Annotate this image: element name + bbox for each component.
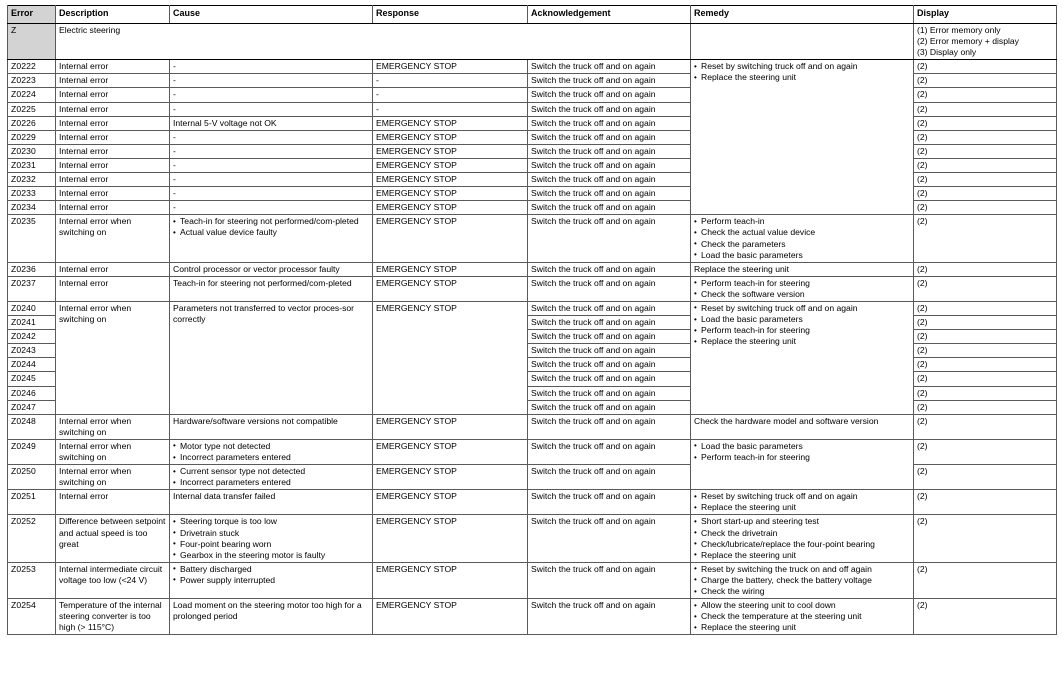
cell-cause xyxy=(170,439,373,464)
cell-display: (2) xyxy=(914,215,1057,262)
cell-description: Internal error xyxy=(56,116,170,130)
cell-error: Z0232 xyxy=(8,173,56,187)
cell-display: (2) xyxy=(914,60,1057,74)
cell-display: (2) xyxy=(914,144,1057,158)
table-row xyxy=(8,515,1057,562)
cell-remedy xyxy=(691,276,914,301)
cell-response: EMERGENCY STOP xyxy=(373,215,528,262)
cell-description: Temperature of the internal steering converter is too high (> 115°C) xyxy=(56,599,170,635)
cell-description: Internal error xyxy=(56,130,170,144)
table-row xyxy=(8,301,1057,315)
cell-display: (2) xyxy=(914,102,1057,116)
cell-display: (2) xyxy=(914,344,1057,358)
remedy-item: • Perform teach-in xyxy=(694,216,910,227)
cause-list xyxy=(173,516,369,560)
error-code-table xyxy=(7,5,1057,635)
cell-remedy: Replace the steering unit xyxy=(691,262,914,276)
table-row xyxy=(8,60,1057,74)
cell-description: Internal error xyxy=(56,102,170,116)
remedy-item: • Replace the steering unit xyxy=(694,622,910,633)
cell-cause: Control processor or vector processor faulty xyxy=(170,262,373,276)
remedy-list xyxy=(694,600,910,633)
cell-error: Z0229 xyxy=(8,130,56,144)
cell-display: (2) xyxy=(914,276,1057,301)
cause-item: • Incorrect parameters entered xyxy=(173,477,369,488)
cell-response: - xyxy=(373,88,528,102)
cell-acknowledgement: Switch the truck off and on again xyxy=(528,74,691,88)
remedy-list xyxy=(694,61,910,83)
cell-acknowledgement: Switch the truck off and on again xyxy=(528,562,691,598)
cell-display: (2) xyxy=(914,599,1057,635)
cell-acknowledgement: Switch the truck off and on again xyxy=(528,490,691,515)
cause-item: • Teach-in for steering not performed/com-pleted xyxy=(173,216,369,227)
cell-description: Internal intermediate circuit voltage too low (<24 V) xyxy=(56,562,170,598)
cell-error: Z0251 xyxy=(8,490,56,515)
cell-error: Z0253 xyxy=(8,562,56,598)
remedy-item: • Charge the battery, check the battery voltage xyxy=(694,575,910,586)
remedy-item: • Replace the steering unit xyxy=(694,502,910,513)
cell-cause: - xyxy=(170,158,373,172)
cell-display: (2) xyxy=(914,439,1057,464)
cell-display: (2) xyxy=(914,158,1057,172)
cell-description: Internal error xyxy=(56,144,170,158)
cell-remedy xyxy=(691,599,914,635)
cell-acknowledgement: Switch the truck off and on again xyxy=(528,88,691,102)
cell-error: Z0244 xyxy=(8,358,56,372)
cell-display: (2) xyxy=(914,330,1057,344)
table-row xyxy=(8,599,1057,635)
cell-error: Z0233 xyxy=(8,187,56,201)
cell-response: - xyxy=(373,74,528,88)
cell-description: Internal error xyxy=(56,276,170,301)
group-remedy-empty xyxy=(691,24,914,60)
cell-acknowledgement: Switch the truck off and on again xyxy=(528,215,691,262)
cell-cause: - xyxy=(170,201,373,215)
cell-response: EMERGENCY STOP xyxy=(373,276,528,301)
cell-cause: - xyxy=(170,130,373,144)
cell-response: EMERGENCY STOP xyxy=(373,515,528,562)
cell-acknowledgement: Switch the truck off and on again xyxy=(528,173,691,187)
cell-cause: Parameters not transferred to vector proces-sor correctly xyxy=(170,301,373,414)
cell-acknowledgement: Switch the truck off and on again xyxy=(528,372,691,386)
cell-acknowledgement: Switch the truck off and on again xyxy=(528,130,691,144)
remedy-item: • Replace the steering unit xyxy=(694,336,910,347)
group-title: Electric steering xyxy=(56,24,691,60)
cell-description: Internal error xyxy=(56,187,170,201)
cell-acknowledgement: Switch the truck off and on again xyxy=(528,116,691,130)
cell-response: EMERGENCY STOP xyxy=(373,201,528,215)
cause-item: • Steering torque is too low xyxy=(173,516,369,527)
column-header-description: Description xyxy=(56,6,170,24)
cause-item: • Battery discharged xyxy=(173,564,369,575)
cell-acknowledgement: Switch the truck off and on again xyxy=(528,102,691,116)
cause-item: • Power supply interrupted xyxy=(173,575,369,586)
cell-display: (2) xyxy=(914,465,1057,490)
cell-description: Internal error xyxy=(56,158,170,172)
cell-response: EMERGENCY STOP xyxy=(373,599,528,635)
cell-error: Z0226 xyxy=(8,116,56,130)
cell-display: (2) xyxy=(914,262,1057,276)
cell-cause: - xyxy=(170,144,373,158)
cell-description: Difference between setpoint and actual speed is too great xyxy=(56,515,170,562)
cell-acknowledgement: Switch the truck off and on again xyxy=(528,316,691,330)
cell-acknowledgement: Switch the truck off and on again xyxy=(528,344,691,358)
remedy-list xyxy=(694,303,910,347)
remedy-item: • Replace the steering unit xyxy=(694,550,910,561)
cell-description: Internal error xyxy=(56,173,170,187)
cell-error: Z0243 xyxy=(8,344,56,358)
cause-item: • Motor type not detected xyxy=(173,441,369,452)
cell-response: EMERGENCY STOP xyxy=(373,262,528,276)
cause-item: • Current sensor type not detected xyxy=(173,466,369,477)
cell-error: Z0248 xyxy=(8,414,56,439)
cell-error: Z0249 xyxy=(8,439,56,464)
display-legend xyxy=(914,24,1057,60)
remedy-item: • Replace the steering unit xyxy=(694,72,910,83)
cell-remedy xyxy=(691,562,914,598)
cell-description: Internal error when switching on xyxy=(56,301,170,414)
cause-item: • Four-point bearing worn xyxy=(173,539,369,550)
cell-display: (2) xyxy=(914,201,1057,215)
cell-response: EMERGENCY STOP xyxy=(373,116,528,130)
cell-description: Internal error xyxy=(56,490,170,515)
group-row xyxy=(8,24,1057,60)
cell-display: (2) xyxy=(914,130,1057,144)
remedy-item: • Perform teach-in for steering xyxy=(694,278,910,289)
cell-error: Z0246 xyxy=(8,386,56,400)
cell-cause: Teach-in for steering not performed/com-pleted xyxy=(170,276,373,301)
cell-response: EMERGENCY STOP xyxy=(373,490,528,515)
cell-display: (2) xyxy=(914,187,1057,201)
cell-acknowledgement: Switch the truck off and on again xyxy=(528,515,691,562)
cell-response: EMERGENCY STOP xyxy=(373,465,528,490)
cell-display: (2) xyxy=(914,88,1057,102)
cell-response: - xyxy=(373,102,528,116)
remedy-list xyxy=(694,216,910,260)
cell-error: Z0240 xyxy=(8,301,56,315)
cell-response: EMERGENCY STOP xyxy=(373,414,528,439)
cell-cause: - xyxy=(170,74,373,88)
cell-remedy xyxy=(691,515,914,562)
cell-remedy xyxy=(691,490,914,515)
cause-item: • Actual value device faulty xyxy=(173,227,369,238)
cell-acknowledgement: Switch the truck off and on again xyxy=(528,439,691,464)
cell-description: Internal error xyxy=(56,60,170,74)
cell-display: (2) xyxy=(914,400,1057,414)
cell-cause: - xyxy=(170,88,373,102)
cell-error: Z0245 xyxy=(8,372,56,386)
table-row xyxy=(8,414,1057,439)
cell-display: (2) xyxy=(914,173,1057,187)
remedy-list xyxy=(694,516,910,560)
cell-response: EMERGENCY STOP xyxy=(373,158,528,172)
remedy-item: • Reset by switching truck off and on again xyxy=(694,303,910,314)
cell-cause: - xyxy=(170,173,373,187)
cell-error: Z0225 xyxy=(8,102,56,116)
cell-acknowledgement: Switch the truck off and on again xyxy=(528,144,691,158)
cell-remedy: Check the hardware model and software version xyxy=(691,414,914,439)
cell-acknowledgement: Switch the truck off and on again xyxy=(528,599,691,635)
cell-error: Z0235 xyxy=(8,215,56,262)
remedy-item: • Reset by switching truck off and on again xyxy=(694,491,910,502)
cause-list xyxy=(173,216,369,238)
column-header-remedy: Remedy xyxy=(691,6,914,24)
remedy-item: • Load the basic parameters xyxy=(694,314,910,325)
column-header-error: Error xyxy=(8,6,56,24)
cell-description: Internal error xyxy=(56,88,170,102)
cell-acknowledgement: Switch the truck off and on again xyxy=(528,330,691,344)
cell-cause xyxy=(170,215,373,262)
cell-acknowledgement: Switch the truck off and on again xyxy=(528,201,691,215)
column-header-display: Display xyxy=(914,6,1057,24)
table-row xyxy=(8,262,1057,276)
cell-error: Z0237 xyxy=(8,276,56,301)
cell-response: EMERGENCY STOP xyxy=(373,562,528,598)
cell-error: Z0247 xyxy=(8,400,56,414)
cell-error: Z0222 xyxy=(8,60,56,74)
cell-display: (2) xyxy=(914,74,1057,88)
remedy-list xyxy=(694,491,910,513)
cell-description: Internal error when switching on xyxy=(56,414,170,439)
remedy-item: • Check the software version xyxy=(694,289,910,300)
column-header-response: Response xyxy=(373,6,528,24)
remedy-item: • Check the actual value device xyxy=(694,227,910,238)
cell-display: (2) xyxy=(914,515,1057,562)
cell-error: Z0223 xyxy=(8,74,56,88)
table-row xyxy=(8,490,1057,515)
cell-acknowledgement: Switch the truck off and on again xyxy=(528,158,691,172)
display-legend-1: (1) Error memory only xyxy=(917,25,1001,35)
cell-error: Z0242 xyxy=(8,330,56,344)
remedy-item: • Load the basic parameters xyxy=(694,441,910,452)
remedy-item: • Reset by switching truck off and on again xyxy=(694,61,910,72)
column-header-cause: Cause xyxy=(170,6,373,24)
table-row xyxy=(8,215,1057,262)
table-row xyxy=(8,439,1057,464)
cell-error: Z0230 xyxy=(8,144,56,158)
cell-cause: - xyxy=(170,187,373,201)
cell-remedy xyxy=(691,301,914,414)
cell-description: Internal error when switching on xyxy=(56,465,170,490)
cell-cause: Hardware/software versions not compatible xyxy=(170,414,373,439)
cell-error: Z0224 xyxy=(8,88,56,102)
cell-acknowledgement: Switch the truck off and on again xyxy=(528,358,691,372)
remedy-item: • Short start-up and steering test xyxy=(694,516,910,527)
cell-cause: Internal data transfer failed xyxy=(170,490,373,515)
cell-cause: Internal 5-V voltage not OK xyxy=(170,116,373,130)
cell-error: Z0236 xyxy=(8,262,56,276)
cell-error: Z0234 xyxy=(8,201,56,215)
cell-remedy xyxy=(691,439,914,489)
display-legend-3: (3) Display only xyxy=(917,47,977,58)
cell-display: (2) xyxy=(914,116,1057,130)
display-legend-2: (2) Error memory + display xyxy=(917,36,1019,47)
cell-display: (2) xyxy=(914,490,1057,515)
cause-item: • Drivetrain stuck xyxy=(173,528,369,539)
cause-item: • Incorrect parameters entered xyxy=(173,452,369,463)
cell-error: Z0252 xyxy=(8,515,56,562)
remedy-list xyxy=(694,564,910,597)
cell-description: Internal error xyxy=(56,74,170,88)
remedy-item: • Check the drivetrain xyxy=(694,528,910,539)
cell-cause xyxy=(170,562,373,598)
cell-response: EMERGENCY STOP xyxy=(373,60,528,74)
cell-display: (2) xyxy=(914,358,1057,372)
table-row xyxy=(8,276,1057,301)
cell-error: Z0250 xyxy=(8,465,56,490)
cell-cause xyxy=(170,465,373,490)
remedy-list xyxy=(694,441,910,463)
cell-acknowledgement: Switch the truck off and on again xyxy=(528,187,691,201)
remedy-item: • Perform teach-in for steering xyxy=(694,325,910,336)
cell-acknowledgement: Switch the truck off and on again xyxy=(528,276,691,301)
cell-acknowledgement: Switch the truck off and on again xyxy=(528,465,691,490)
cell-display: (2) xyxy=(914,386,1057,400)
table-header-row xyxy=(8,6,1057,24)
cell-error: Z0254 xyxy=(8,599,56,635)
remedy-item: • Load the basic parameters xyxy=(694,250,910,261)
remedy-list xyxy=(694,278,910,300)
cause-list xyxy=(173,466,369,488)
remedy-item: • Check the parameters xyxy=(694,239,910,250)
cell-display: (2) xyxy=(914,562,1057,598)
cell-display: (2) xyxy=(914,414,1057,439)
cell-remedy xyxy=(691,215,914,262)
cell-error: Z0231 xyxy=(8,158,56,172)
cause-list xyxy=(173,564,369,586)
cell-display: (2) xyxy=(914,316,1057,330)
remedy-item: • Allow the steering unit to cool down xyxy=(694,600,910,611)
remedy-item: • Check the wiring xyxy=(694,586,910,597)
cell-response: EMERGENCY STOP xyxy=(373,144,528,158)
cell-acknowledgement: Switch the truck off and on again xyxy=(528,386,691,400)
cell-description: Internal error when switching on xyxy=(56,215,170,262)
cell-response: EMERGENCY STOP xyxy=(373,301,528,414)
cell-cause: - xyxy=(170,102,373,116)
cell-display: (2) xyxy=(914,301,1057,315)
remedy-item: • Check the temperature at the steering unit xyxy=(694,611,910,622)
cell-response: EMERGENCY STOP xyxy=(373,439,528,464)
cell-description: Internal error when switching on xyxy=(56,439,170,464)
cell-cause xyxy=(170,515,373,562)
cell-response: EMERGENCY STOP xyxy=(373,187,528,201)
cell-cause: - xyxy=(170,60,373,74)
cell-description: Internal error xyxy=(56,201,170,215)
cell-response: EMERGENCY STOP xyxy=(373,130,528,144)
remedy-item: • Check/lubricate/replace the four-point bearing xyxy=(694,539,910,550)
cell-acknowledgement: Switch the truck off and on again xyxy=(528,301,691,315)
cell-display: (2) xyxy=(914,372,1057,386)
cell-error: Z0241 xyxy=(8,316,56,330)
cell-description: Internal error xyxy=(56,262,170,276)
remedy-item: • Perform teach-in for steering xyxy=(694,452,910,463)
cause-item: • Gearbox in the steering motor is faulty xyxy=(173,550,369,561)
cell-cause: Load moment on the steering motor too high for a prolonged period xyxy=(170,599,373,635)
cell-acknowledgement: Switch the truck off and on again xyxy=(528,262,691,276)
cell-acknowledgement: Switch the truck off and on again xyxy=(528,60,691,74)
column-header-acknowledgement: Acknowledgement xyxy=(528,6,691,24)
cell-remedy xyxy=(691,60,914,215)
cell-acknowledgement: Switch the truck off and on again xyxy=(528,414,691,439)
cell-response: EMERGENCY STOP xyxy=(373,173,528,187)
cell-acknowledgement: Switch the truck off and on again xyxy=(528,400,691,414)
table-row xyxy=(8,562,1057,598)
group-key: Z xyxy=(8,24,56,60)
remedy-item: • Reset by switching the truck on and off again xyxy=(694,564,910,575)
cause-list xyxy=(173,441,369,463)
